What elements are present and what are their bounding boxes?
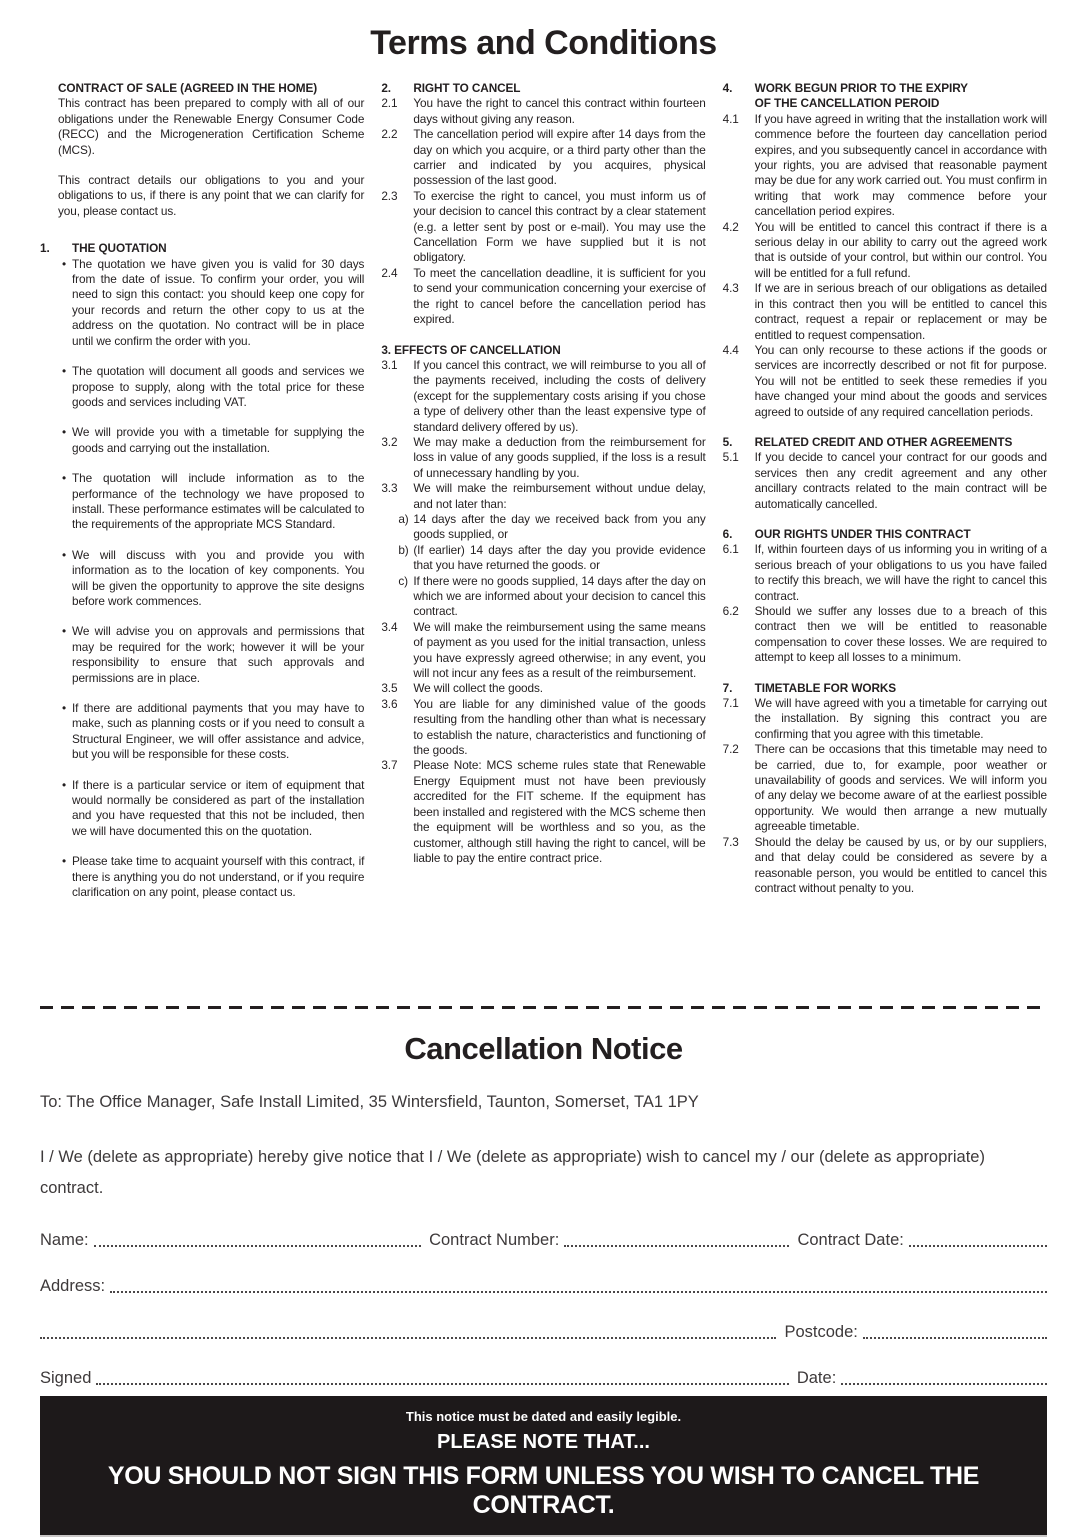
sub-clause	[381, 543, 705, 574]
clause	[723, 604, 1047, 666]
signed-label: Signed	[40, 1369, 92, 1387]
postcode-fill-line	[863, 1336, 1047, 1339]
intro-paragraph-1: This contract has been prepared to comply with all of our obligations under the Renewable Energy Consumer Code (RECC) and the Microgeneration Certification Scheme (MCS).	[58, 96, 365, 157]
clause-text: Please Note: MCS scheme rules state that Renewable Energy Equipment must not have been previously accredited for the FIT scheme. If the equipment has been installed and registered with the MCS scheme then the equipment will be worthless and so you, as the customer, although still having the right to cancel, will be liable to pay the entire contract price.	[413, 758, 706, 865]
clause-text: If you have agreed in writing that the installation work will commence before the fourteen day cancellation period expires, and you subsequently cancel in accordance with your rights, you are advised that reasonable payment may be due for any work carried out. You must confirm in writing that work may commence before your cancellation period expires.	[754, 111, 1047, 219]
contract-of-sale-intro	[58, 81, 364, 219]
section-number: 6.	[722, 526, 733, 541]
cancellation-notice-title: Cancellation Notice	[404, 1031, 683, 1066]
clause	[723, 112, 1047, 220]
contract-date-label: Contract Date:	[797, 1231, 904, 1249]
clause-number: 2.2	[381, 127, 398, 142]
section-2-heading	[381, 81, 705, 96]
address-label: Address:	[40, 1277, 106, 1295]
intro-paragraph-2: This contract details our obligations to you and your obligations to us, if there is any point that we can clarify for you, please contact us.	[58, 173, 365, 218]
bullet-item: • We will advise you on approvals and permissions that may be required for the work; however it will be your responsibility to ensure that such approvals and permissions are in place.	[62, 624, 365, 685]
clause-number: 6.2	[722, 604, 739, 618]
clause-text: You have the right to cancel this contract within fourteen days without giving any reason.	[413, 96, 706, 126]
clause-text: To exercise the right to cancel, you must inform us of your decision to cancel this contract by a clear statement (e.g. a letter sent by post or e-mail). You may use the Cancellation Form we have supplied but it is not obligatory.	[413, 188, 706, 265]
clause-number: 2.1	[381, 96, 398, 111]
form-row-address	[40, 1277, 1047, 1296]
bullet-item: • The quotation will include information as to the performance of the technology we have proposed to install. These performance estimates will be calculated to the requirements of the appropriate MCS Standard.	[62, 471, 365, 532]
clause-number: 3.2	[381, 434, 398, 449]
clause-text: There can be occasions that this timetable may need to be carried, due to, for example, poor weather or unavailability of goods and services. We will inform you of any delay we become aware of at the earliest possible opportunity. We would then arrange a new mutually agreeable timetable.	[754, 742, 1047, 834]
bullet-dot: •	[62, 701, 67, 715]
section-title: RELATED CREDIT AND OTHER AGREEMENTS	[754, 434, 1013, 449]
terms-column-1	[40, 81, 364, 993]
bullet-dot: •	[62, 364, 67, 379]
clause-text: We will collect the goods.	[413, 681, 543, 696]
clause-number: 3.1	[381, 357, 398, 372]
contract-number-label: Contract Number:	[429, 1231, 560, 1249]
terms-column-3	[723, 81, 1047, 993]
sub-clause-marker: a)	[398, 511, 409, 526]
clause	[381, 620, 705, 682]
clause	[381, 127, 705, 189]
clause-text: We will have agreed with you a timetable for carrying out the installation. By signing this contract you are confirming that you agree with this timetable.	[754, 696, 1047, 741]
clause	[723, 281, 1047, 343]
clause	[381, 358, 705, 435]
bullet-dot: •	[62, 624, 67, 639]
terms-column-2	[381, 81, 705, 993]
name-label: Name:	[40, 1231, 89, 1249]
clause-number: 3.6	[381, 696, 398, 711]
section-number: 1.	[40, 241, 50, 256]
warning-line-2: PLEASE NOTE THAT...	[437, 1431, 650, 1453]
section-4-heading	[723, 81, 1047, 112]
date-fill-line	[841, 1382, 1047, 1385]
clause-text: Should the delay be caused by us, or by our suppliers, and that delay could be considered as severe by a reasonable person, you would be entitled to cancel this contract without penalty to you.	[754, 834, 1047, 895]
section-number: 2.	[381, 81, 391, 95]
section-6-heading	[723, 527, 1047, 542]
clause	[381, 189, 705, 266]
clause-number: 3.4	[381, 619, 398, 634]
sub-clause-text: 14 days after the day we received back from you any goods supplied, or	[413, 511, 706, 542]
bullet-dot: •	[62, 547, 67, 562]
clause	[381, 96, 705, 127]
section-title: TIMETABLE FOR WORKS	[754, 680, 897, 695]
bullet-dot: •	[62, 256, 67, 271]
section-number: 7.	[722, 680, 733, 695]
clause-number: 2.4	[381, 265, 398, 280]
bullet-dot: •	[62, 425, 67, 440]
terms-columns	[40, 81, 1047, 993]
section-3-heading: 3. EFFECTS OF CANCELLATION	[381, 342, 561, 357]
section-title: RIGHT TO CANCEL	[413, 81, 521, 95]
clause-number: 4.3	[722, 281, 739, 296]
dashed-tear-line	[40, 1006, 1047, 1009]
bullet-dot: •	[62, 777, 67, 792]
warning-box	[40, 1396, 1047, 1537]
clause	[381, 481, 705, 512]
clause	[723, 220, 1047, 282]
sub-clause	[381, 512, 705, 543]
section-title: OUR RIGHTS UNDER THIS CONTRACT	[754, 526, 971, 541]
clause	[381, 681, 705, 696]
bullet-dot: •	[62, 471, 67, 486]
clause	[381, 758, 705, 866]
postcode-label: Postcode:	[784, 1323, 858, 1341]
bullet-item: • Please take time to acquaint yourself with this contract, if there is anything you do not understand, or if you require clarification on any point, please contact us.	[62, 854, 365, 900]
clause	[723, 343, 1047, 420]
clause-number: 7.3	[722, 834, 739, 849]
clause	[381, 266, 705, 328]
bullet-item: • We will provide you with a timetable for supplying the goods and carrying out the installation.	[62, 425, 365, 455]
clause-text: We may make a deduction from the reimbursement for loss in value of any goods supplied, if the loss is a result of unnecessary handling by you.	[413, 434, 706, 480]
contract-date-fill-line	[909, 1244, 1047, 1247]
section-number: 5.	[722, 434, 733, 449]
clause-number: 4.1	[722, 111, 739, 126]
date-label: Date:	[796, 1369, 837, 1387]
clause-number: 3.5	[381, 681, 398, 696]
clause-text: We will make the reimbursement without undue delay, and not later than:	[413, 481, 706, 511]
warning-line-3: YOU SHOULD NOT SIGN THIS FORM UNLESS YOU WISH TO CANCEL THE CONTRACT.	[107, 1462, 980, 1519]
section-5-heading	[723, 435, 1047, 450]
section-7-heading	[723, 681, 1047, 696]
clause-text: If, within fourteen days of us informing you in writing of a serious breach of your obligations to us you have failed to rectify this breach, we will have the right to cancel this contract.	[754, 542, 1047, 603]
clause	[381, 697, 705, 759]
clause-number: 6.1	[722, 542, 739, 557]
clause-number: 4.4	[722, 342, 739, 357]
clause-text: To meet the cancellation deadline, it is sufficient for you to send your communication concerning your exercise of the right to cancel before the cancellation period has expired.	[413, 265, 706, 327]
clause	[723, 742, 1047, 834]
address-fill-line	[110, 1290, 1047, 1293]
form-row-address2-postcode	[40, 1323, 1047, 1342]
clause	[723, 450, 1047, 512]
clause-number: 3.7	[381, 758, 398, 773]
section-1-heading	[40, 241, 364, 256]
section-number: 4.	[722, 81, 733, 95]
bullet-item: • We will discuss with you and provide you with information as to the location of key components. You will be given the opportunity to approve the site designs before work commences.	[62, 547, 365, 608]
clause-text: If you decide to cancel your contract for our goods and services then any credit agreement and any other ancillary contracts related to the main contract will be automatically cancelled.	[754, 450, 1047, 511]
clause-number: 3.3	[381, 481, 398, 496]
sub-clause-text: (If earlier) 14 days after the day you provide evidence that you have returned the goods. or	[413, 542, 706, 573]
signature-fill-line	[96, 1382, 788, 1385]
bullet-item: • If there is a particular service or item of equipment that would normally be considered as part of the installation and you have requested that this not be included, then we will have documented this on the quotation.	[62, 777, 365, 838]
clause-text: The cancellation period will expire after 14 days from the day on which you acquire, or a third party other than the carrier and indicated by you acquires, physical possession of the last good.	[413, 127, 706, 188]
clause-number: 2.3	[381, 188, 398, 203]
sub-clause-marker: c)	[398, 573, 408, 588]
clause	[381, 435, 705, 481]
clause	[723, 696, 1047, 742]
clause-text: If you cancel this contract, we will reimburse to you all of the payments received, including the costs of delivery (except for the supplementary costs arising if you chose a type of delivery other than the least expensive type of standard delivery offered by us).	[413, 357, 706, 434]
bullet-item: • If there are additional payments that you may have to make, such as planning costs or if you need to consult a Structural Engineer, we will offer assistance and advice, but you will be responsible for these costs.	[62, 701, 365, 762]
contract-number-fill-line	[564, 1244, 789, 1247]
warning-line-1: This notice must be dated and easily legible.	[405, 1409, 682, 1424]
notice-to-line: To: The Office Manager, Safe Install Limited, 35 Wintersfield, Taunton, Somerset, TA1 1PY	[40, 1093, 699, 1111]
bullet-item: • The quotation we have given you is valid for 30 days from the date of issue. To confirm your order, you will need to sign this contact: you should keep one copy for your records and return the other copy to us at the address on the quotation. No contract will be in place until we confirm the order with you.	[62, 256, 365, 348]
clause-text: You are liable for any diminished value of the goods resulting from the handling other than what is necessary to establish the nature, characteristics and functioning of the goods.	[413, 696, 706, 758]
name-fill-line	[94, 1244, 421, 1247]
intro-heading: CONTRACT OF SALE (AGREED IN THE HOME)	[58, 81, 318, 95]
clause-text: We will make the reimbursement using the same means of payment as you used for the initial transaction, unless you have expressly agreed otherwise; in any event, you will not incur any fees as a result of the reimbursement.	[413, 619, 706, 681]
bullet-item: • The quotation will document all goods and services we propose to supply, along with the total price for these goods and services including VAT.	[62, 364, 365, 409]
clause-text: You can only recourse to these actions if the goods or services are incorrectly described or not fit for purpose. You will not be entitled to seek these remedies if you have changed your mind about the goods and services agreed to outside of any required cancellation periods.	[754, 342, 1047, 419]
clause	[723, 542, 1047, 604]
section-title: WORK BEGUN PRIOR TO THE EXPIRY OF THE CANCELLATION PEROID	[754, 81, 968, 111]
clause	[723, 835, 1047, 897]
clause-number: 7.2	[722, 742, 739, 757]
clause-number: 4.2	[722, 219, 739, 234]
bullet-dot: •	[62, 854, 67, 869]
page-title: Terms and Conditions	[370, 24, 717, 62]
clause-text: If we are in serious breach of our obligations as detailed in this contract then you will be entitled to cancel this contract, request a repair or replacement or may be entitled to request compensation.	[754, 281, 1047, 342]
sub-clause	[381, 574, 705, 620]
clause-text: Should we suffer any losses due to a breach of this contract then we will be entitled to reasonable compensation to cover these losses. We are required to attempt to keep all losses to a minimum.	[754, 604, 1047, 665]
address-fill-line-2	[40, 1336, 776, 1339]
clause-number: 5.1	[722, 450, 739, 465]
form-row-signed-date	[40, 1369, 1047, 1388]
section-title: THE QUOTATION	[72, 241, 167, 256]
clause-text: You will be entitled to cancel this contract if there is a serious delay in our ability to carry out the agreed work that is outside of your control, but within our control. You will be entitled for a full refund.	[754, 219, 1047, 280]
clause-number: 7.1	[722, 696, 739, 711]
sub-clause-text: If there were no goods supplied, 14 days after the day on which we are informed about your decision to cancel this contract.	[413, 573, 706, 619]
form-row-name	[40, 1231, 1047, 1250]
sub-clause-marker: b)	[398, 542, 409, 557]
notice-body: I / We (delete as appropriate) hereby give notice that I / We (delete as appropriate) wish to cancel my / our (delete as appropriate) contract.	[40, 1148, 985, 1197]
